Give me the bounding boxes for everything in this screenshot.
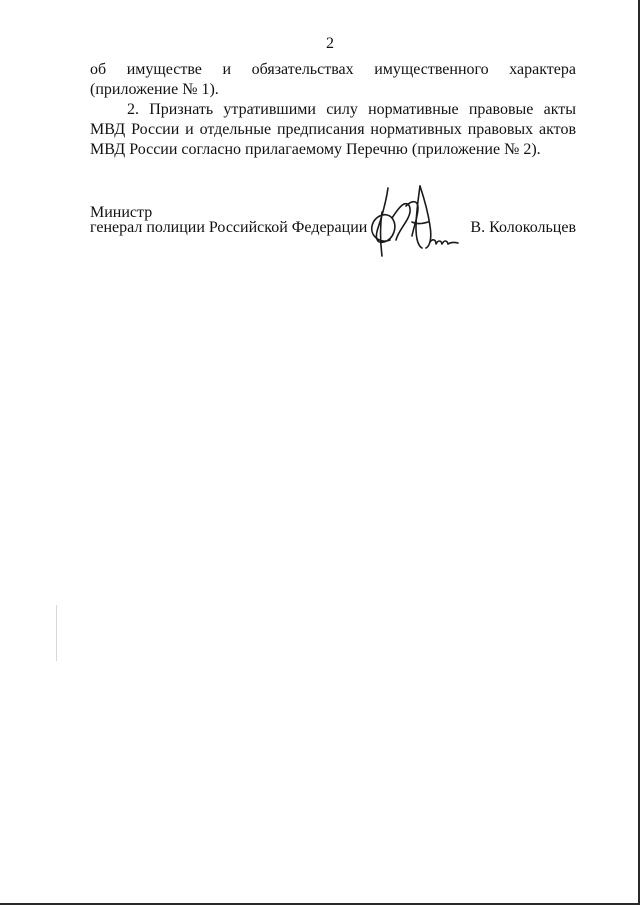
handwritten-signature-icon <box>366 182 462 264</box>
paragraph-1-line-2: (приложение № 1). <box>90 81 219 98</box>
paragraph-2: 2. Признать утратившими силу нормативные правовые акты МВД России и отдельные предписания нормативных правовых актов МВД России согласно прилагаемому Перечню (приложение № 2). <box>90 101 576 158</box>
scan-artifact-line <box>56 605 57 661</box>
page-number: 2 <box>326 35 334 52</box>
paragraph-1-line-1: об имуществе и обязательствах имущественного характера <box>90 61 576 78</box>
signatory-name: В. Колокольцев <box>470 219 576 236</box>
signatory-rank: генерал полиции Российской Федерации <box>90 219 368 236</box>
document-body <box>90 60 576 160</box>
signature-block <box>90 200 576 260</box>
signatory-title: Министр <box>90 204 153 221</box>
